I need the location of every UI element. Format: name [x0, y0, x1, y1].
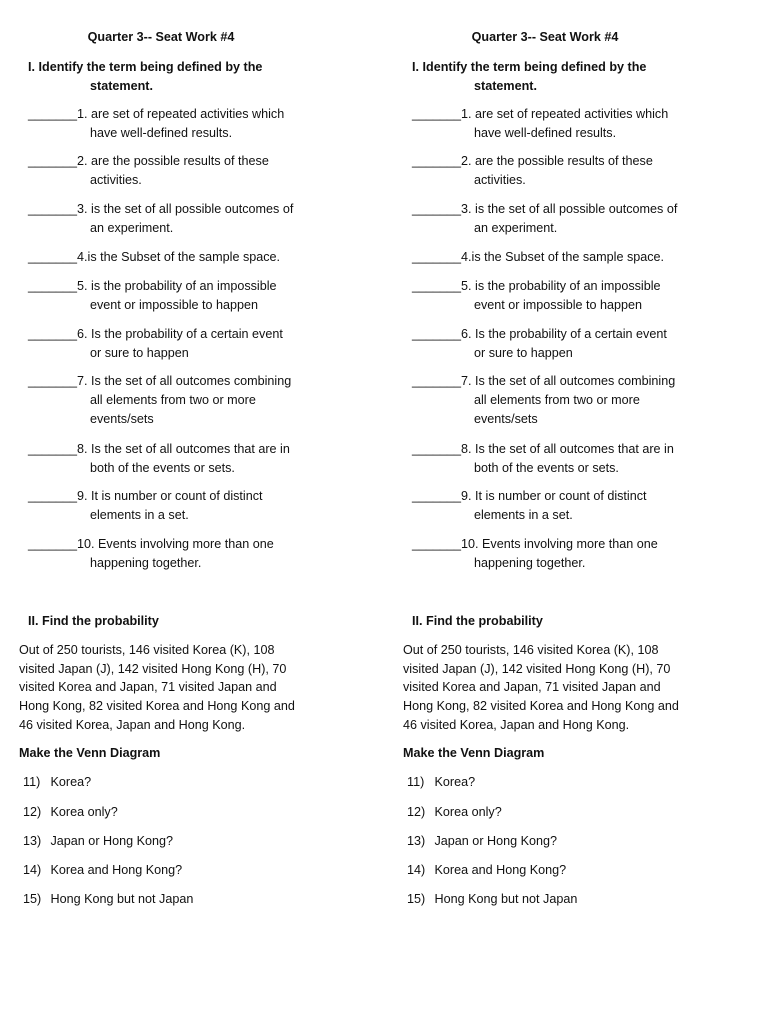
question-text: Korea and Hong Kong? — [50, 863, 183, 877]
question-text: Korea? — [434, 775, 476, 789]
definition-item-6 — [28, 325, 363, 363]
question-number: 15) — [23, 892, 42, 906]
definition-item-line: or sure to happen — [90, 346, 189, 360]
question-text: Korea only? — [434, 805, 502, 819]
definition-item-2 — [28, 152, 363, 190]
definition-item-line: _______10. Events involving more than one — [28, 537, 274, 551]
worksheet-copy-right — [384, 0, 754, 1024]
question-text: Hong Kong but not Japan — [50, 892, 194, 906]
definition-item-line: event or impossible to happen — [90, 298, 259, 312]
definition-item-line: have well-defined results. — [90, 126, 233, 140]
definition-item-line: events/sets — [90, 412, 154, 426]
problem-statement: Out of 250 tourists, 146 visited Korea (K), 108 visited Japan (J), 142 visited Hong Kong (H), 70 visited Korea and Japan, 71 visited Japan and Hong Kong, 82 visited Korea and Hong Kong and 46 visited Korea, Japan and Hong Kong. — [19, 643, 295, 732]
definition-item-5 — [412, 277, 747, 315]
definition-item-line: _______9. It is number or count of distinct — [28, 489, 263, 503]
definition-item-line: _______7. Is the set of all outcomes combining — [412, 374, 676, 388]
question-13 — [407, 833, 557, 849]
definition-item-7 — [412, 372, 747, 429]
question-number: 11) — [23, 775, 41, 789]
definition-item-9 — [412, 487, 747, 525]
definition-item-7 — [28, 372, 363, 429]
definition-item-line: an experiment. — [474, 221, 558, 235]
worksheet-title: Quarter 3-- Seat Work #4 — [87, 30, 235, 44]
question-number: 14) — [407, 863, 426, 877]
definition-item-line: _______7. Is the set of all outcomes combining — [28, 374, 292, 388]
definition-item-line: _______5. is the probability of an impossible — [412, 279, 661, 293]
worksheet-title: Quarter 3-- Seat Work #4 — [471, 30, 619, 44]
definition-item-line: _______8. Is the set of all outcomes that are in — [28, 442, 290, 456]
definition-item-3 — [412, 200, 747, 238]
question-number: 15) — [407, 892, 426, 906]
definition-item-line: have well-defined results. — [474, 126, 617, 140]
definition-item-8 — [412, 440, 747, 478]
definition-item-line: _______5. is the probability of an impossible — [28, 279, 277, 293]
question-text: Korea and Hong Kong? — [434, 863, 567, 877]
definition-item-line: _______4.is the Subset of the sample space. — [28, 250, 281, 264]
venn-instruction: Make the Venn Diagram — [19, 746, 161, 760]
definition-item-10 — [412, 535, 747, 573]
question-text: Korea? — [50, 775, 92, 789]
question-12 — [23, 804, 118, 820]
question-13 — [23, 833, 173, 849]
section-1-heading-line2: statement. — [90, 79, 153, 93]
definition-item-line: _______4.is the Subset of the sample space. — [412, 250, 665, 264]
question-text: Korea only? — [50, 805, 118, 819]
definition-item-line: all elements from two or more — [474, 393, 640, 407]
question-11 — [407, 774, 475, 790]
definition-item-1 — [412, 105, 747, 143]
question-number: 13) — [23, 834, 42, 848]
question-text: Japan or Hong Kong? — [434, 834, 558, 848]
definition-item-6 — [412, 325, 747, 363]
definition-item-line: happening together. — [90, 556, 202, 570]
definition-item-line: events/sets — [474, 412, 538, 426]
question-12 — [407, 804, 502, 820]
question-11 — [23, 774, 91, 790]
definition-item-10 — [28, 535, 363, 573]
definition-item-line: _______2. are the possible results of these — [412, 154, 653, 168]
definition-item-line: activities. — [90, 173, 142, 187]
definition-item-line: both of the events or sets. — [90, 461, 235, 475]
section-1-heading-line2: statement. — [474, 79, 537, 93]
question-text: Hong Kong but not Japan — [434, 892, 578, 906]
definition-item-line: _______10. Events involving more than one — [412, 537, 658, 551]
question-number: 13) — [407, 834, 426, 848]
definition-item-line: _______9. It is number or count of distinct — [412, 489, 647, 503]
definition-item-9 — [28, 487, 363, 525]
definition-item-line: _______6. Is the probability of a certain event — [28, 327, 283, 341]
section-1-heading-line1: I. Identify the term being defined by the — [28, 60, 263, 74]
definition-item-line: happening together. — [474, 556, 586, 570]
section-1-heading — [28, 58, 348, 96]
definition-item-line: _______6. Is the probability of a certain event — [412, 327, 667, 341]
question-number: 14) — [23, 863, 42, 877]
definition-item-line: _______3. is the set of all possible outcomes of — [28, 202, 294, 216]
definition-item-5 — [28, 277, 363, 315]
section-2-heading: II. Find the probability — [28, 614, 159, 628]
definition-item-4 — [28, 248, 363, 267]
definition-item-8 — [28, 440, 363, 478]
definition-item-line: _______3. is the set of all possible outcomes of — [412, 202, 678, 216]
venn-instruction: Make the Venn Diagram — [403, 746, 545, 760]
question-14 — [407, 862, 566, 878]
question-number: 12) — [407, 805, 426, 819]
section-1-heading — [412, 58, 732, 96]
definition-item-line: both of the events or sets. — [474, 461, 619, 475]
definition-item-line: or sure to happen — [474, 346, 573, 360]
definition-item-line: all elements from two or more — [90, 393, 256, 407]
question-15 — [407, 891, 577, 907]
question-14 — [23, 862, 182, 878]
definition-item-line: _______2. are the possible results of these — [28, 154, 269, 168]
question-number: 12) — [23, 805, 42, 819]
definition-item-line: elements in a set. — [474, 508, 573, 522]
question-15 — [23, 891, 193, 907]
definition-item-line: event or impossible to happen — [474, 298, 643, 312]
definition-item-line: _______1. are set of repeated activities which — [412, 107, 669, 121]
section-2-heading: II. Find the probability — [412, 614, 543, 628]
definition-item-4 — [412, 248, 747, 267]
question-text: Japan or Hong Kong? — [50, 834, 174, 848]
definition-item-line: an experiment. — [90, 221, 174, 235]
section-1-heading-line1: I. Identify the term being defined by the — [412, 60, 647, 74]
question-number: 11) — [407, 775, 425, 789]
definition-item-line: activities. — [474, 173, 526, 187]
definition-item-line: _______1. are set of repeated activities which — [28, 107, 285, 121]
definition-item-line: _______8. Is the set of all outcomes that are in — [412, 442, 674, 456]
definition-item-line: elements in a set. — [90, 508, 189, 522]
problem-statement: Out of 250 tourists, 146 visited Korea (K), 108 visited Japan (J), 142 visited Hong Kong (H), 70 visited Korea and Japan, 71 visited Japan and Hong Kong, 82 visited Korea and Hong Kong and 46 visited Korea, Japan and Hong Kong. — [403, 643, 679, 732]
definition-item-2 — [412, 152, 747, 190]
definition-item-3 — [28, 200, 363, 238]
definition-item-1 — [28, 105, 363, 143]
worksheet-copy-left — [0, 0, 370, 1024]
